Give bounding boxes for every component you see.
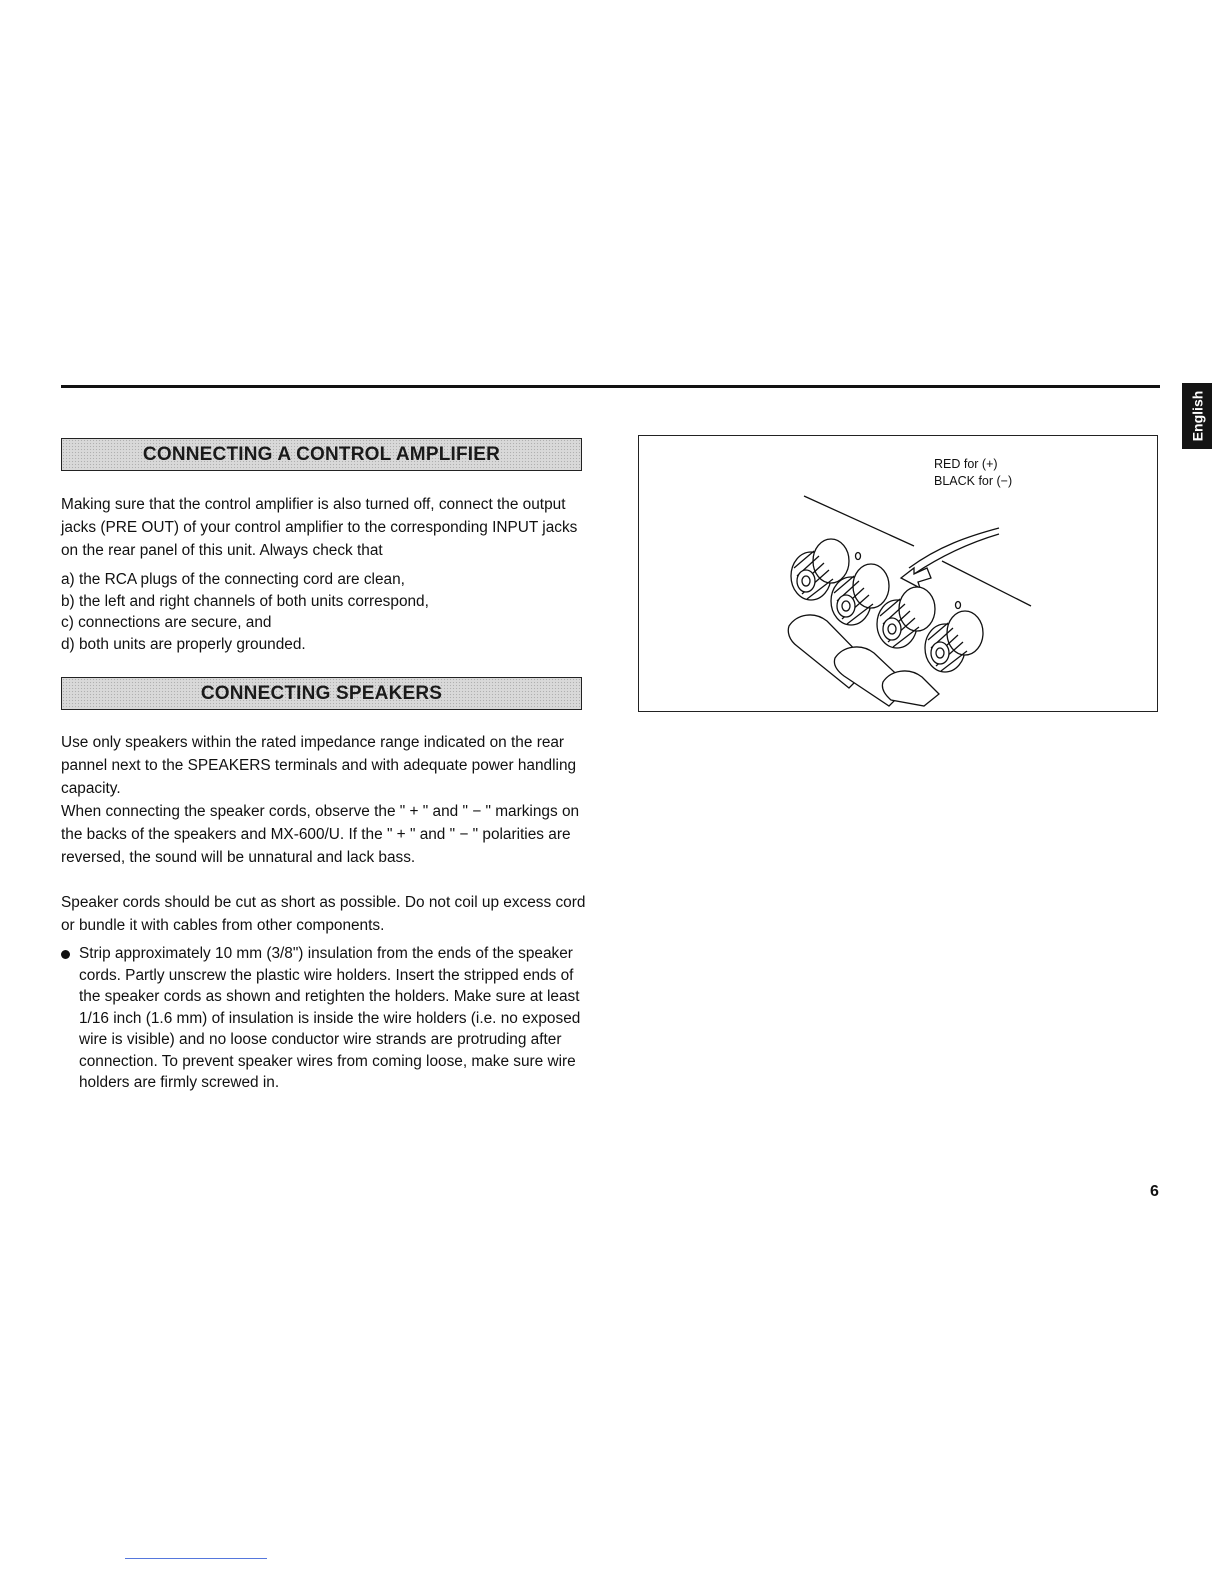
section-heading-text: CONNECTING SPEAKERS: [200, 682, 443, 704]
language-tab: [1182, 383, 1212, 449]
figure-label-black: BLACK for (−): [934, 474, 1013, 488]
check-item-d: d) both units are properly grounded.: [61, 635, 306, 653]
speaker-terminal-illustration: [639, 436, 1156, 710]
speakers-paragraph-cords: Speaker cords should be cut as short as possible. Do not coil up excess cord or bundle it with cables from other components.: [61, 894, 586, 934]
figure-label-red: RED for (+): [934, 457, 998, 471]
speakers-paragraph-polarity: When connecting the speaker cords, observe the " + " and " − " markings on the backs of the speakers and MX-600/U. If the " + " and " − " polarities are reversed, the sound will be unnatural and lack bass.: [61, 803, 580, 866]
bullet-strip-instructions: [61, 943, 589, 1094]
insert-arrow-icon: [901, 568, 931, 588]
leader-line-red: [804, 496, 914, 546]
bullet-dot-icon: [61, 950, 70, 959]
speaker-terminal-figure: [638, 435, 1158, 712]
section-heading-text: CONNECTING A CONTROL AMPLIFIER: [142, 443, 501, 465]
polarity-mark-icon: [856, 553, 861, 560]
footer-line: [125, 1558, 267, 1559]
polarity-mark-icon: [956, 602, 961, 609]
terminal-knob-4: [925, 611, 983, 672]
check-item-c: c) connections are secure, and: [61, 614, 272, 631]
language-tab-label: English: [1189, 390, 1205, 442]
speaker-cord: [909, 528, 999, 568]
speakers-paragraph-impedance: Use only speakers within the rated impedance range indicated on the rear pannel next to the SPEAKERS terminals and with adequate power handling capacity.: [61, 734, 577, 797]
leader-line-black: [942, 561, 1031, 606]
check-item-b: b) the left and right channels of both units correspond,: [61, 592, 429, 610]
intro-paragraph: Making sure that the control amplifier is also turned off, connect the output jacks (PRE OUT) of your control amplifier to the corresponding INPUT jacks on the rear panel of this unit. Always check that: [61, 496, 578, 559]
check-item-a: a) the RCA plugs of the connecting cord are clean,: [61, 571, 405, 588]
section-heading-speakers: [61, 677, 582, 710]
page-number: 6: [1150, 1183, 1159, 1200]
section-heading-control-amplifier: [61, 438, 582, 471]
top-rule: [61, 385, 1160, 388]
check-list: [61, 569, 586, 655]
bullet-text: Strip approximately 10 mm (3/8") insulation from the ends of the speaker cords. Partly unscrew the plastic wire holders. Insert the stripped ends of the speaker cords as shown and retighten the holders. Make sure at least 1/16 inch (1.6 mm) of insulation is inside the wire holders (i.e. no exposed wire is visible) and no loose conductor wire strands are protruding after connection. To prevent speaker wires from coming loose, make sure wire holders are firmly screwed in.: [79, 945, 581, 1091]
